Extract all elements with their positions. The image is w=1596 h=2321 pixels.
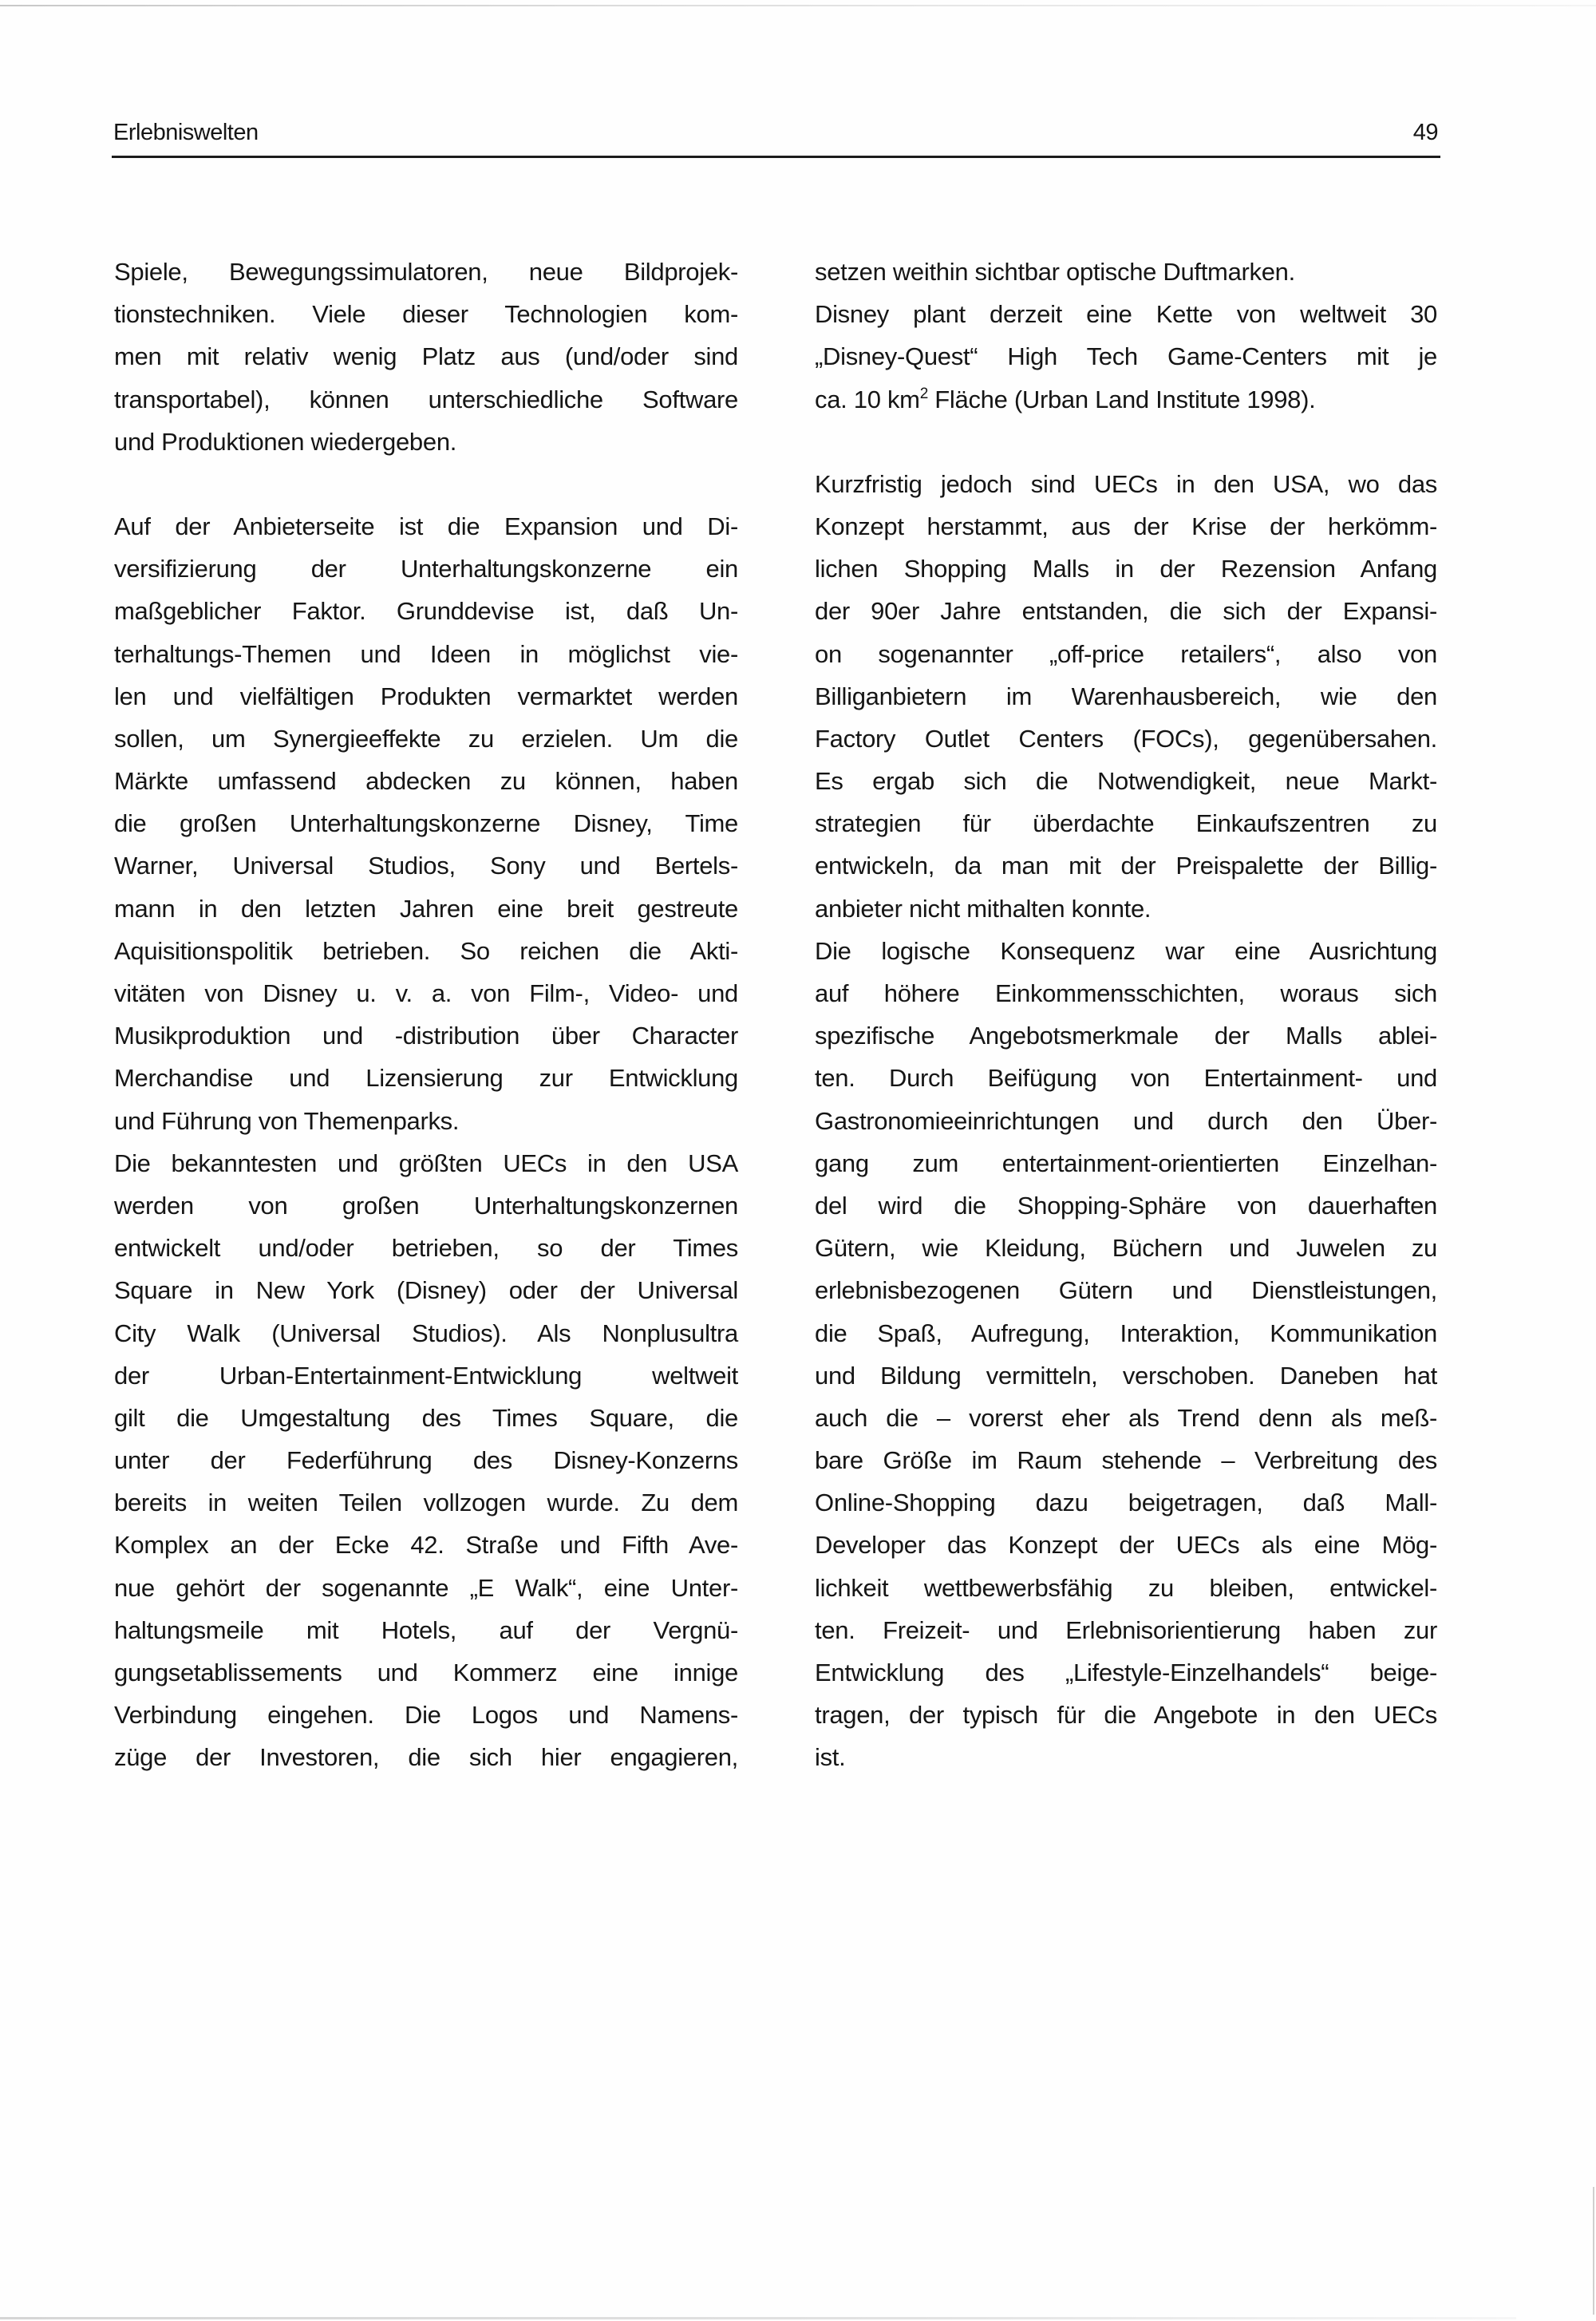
text-line: Disney plant derzeit eine Kette von weltweit 30 [815, 300, 1437, 329]
text-line: Factory Outlet Centers (FOCs), gegenübersahen. [815, 724, 1437, 753]
text-line: vitäten von Disney u. v. a. von Film-, Video- und [114, 979, 738, 1007]
text-line: erlebnisbezogenen Gütern und Dienstleistungen, [815, 1276, 1437, 1305]
text-line: Billiganbietern im Warenhausbereich, wie den [815, 682, 1437, 710]
paragraph [114, 251, 738, 463]
paragraph [815, 930, 1437, 1779]
paragraph [815, 463, 1437, 930]
text-line: Musikproduktion und -distribution über Character [114, 1022, 738, 1050]
text-line: len und vielfältigen Produkten vermarktet werden [114, 682, 738, 710]
text-line: und Führung von Themenparks. [114, 1106, 460, 1135]
text-line: auch die – vorerst eher als Trend denn als meß- [815, 1403, 1437, 1432]
running-title: Erlebniswelten [113, 120, 259, 145]
text-line: gang zum entertainment-orientierten Einzelhan- [815, 1149, 1437, 1177]
text-line: Kurzfristig jedoch sind UECs in den USA, wo das [815, 469, 1437, 498]
text-line: Es ergab sich die Notwendigkeit, neue Markt- [815, 767, 1437, 796]
text-line: werden von großen Unterhaltungskonzernen [114, 1191, 738, 1220]
text-line: ten. Freizeit- und Erlebnisorientierung haben zur [815, 1615, 1437, 1644]
text-line: Verbindung eingehen. Die Logos und Namens- [114, 1701, 738, 1730]
text-line: maßgeblicher Faktor. Grunddevise ist, daß Un- [114, 597, 738, 626]
running-header [113, 120, 1438, 148]
text-line: Gastronomieeinrichtungen und durch den Über- [815, 1106, 1437, 1135]
text-line: lichen Shopping Malls in der Rezension Anfang [815, 555, 1437, 583]
text-line: bereits in weiten Teilen vollzogen wurde. Zu dem [114, 1489, 738, 1517]
paragraph [114, 1142, 738, 1779]
page-number: 49 [1412, 120, 1438, 145]
text-line: Warner, Universal Studios, Sony und Bertels- [114, 852, 738, 880]
text-line: versifizierung der Unterhaltungskonzerne ein [114, 555, 738, 583]
text-line: der 90er Jahre entstanden, die sich der Expansi- [815, 597, 1437, 626]
text-line: Auf der Anbieterseite ist die Expansion und Di- [114, 512, 738, 540]
scan-edge-right [1593, 2187, 1594, 2315]
text-line: unter der Federführung des Disney-Konzerns [114, 1446, 738, 1475]
superscript: 2 [919, 385, 928, 402]
text-line: tionstechniken. Viele dieser Technologien kom- [114, 300, 738, 329]
text-line: transportabel), können unterschiedliche Software [114, 385, 738, 413]
text-line: Die bekanntesten und größten UECs in den USA [114, 1149, 738, 1177]
text-line: Spiele, Bewegungssimulatoren, neue Bildprojek- [114, 258, 738, 286]
text-line: die Spaß, Aufregung, Interaktion, Kommunikation [815, 1319, 1437, 1347]
text-line [815, 378, 1437, 421]
text-line: gungsetablissements und Kommerz eine innige [114, 1659, 738, 1686]
text-line: terhaltungs-Themen und Ideen in möglichst vie- [114, 639, 738, 668]
header-rule [112, 156, 1440, 158]
text-line: und Produktionen wiedergeben. [114, 427, 457, 456]
text-line: Aquisitionspolitik betrieben. So reichen die Akti- [114, 936, 738, 965]
text-line: men mit relativ wenig Platz aus (und/oder sind [114, 342, 738, 371]
paragraph [114, 505, 738, 1142]
text-line: on sogenannter „off-price retailers“, also von [815, 639, 1437, 668]
text-line: nue gehört der sogenannte „E Walk“, eine Unter- [114, 1573, 738, 1602]
paragraph [815, 293, 1437, 421]
text-line: bare Größe im Raum stehende – Verbreitung des [815, 1446, 1437, 1475]
text-line: anbieter nicht mithalten konnte. [815, 894, 1152, 923]
text-line: Märkte umfassend abdecken zu können, haben [114, 767, 738, 796]
text-line: ten. Durch Beifügung von Entertainment- und [815, 1064, 1437, 1093]
scan-edge-top [0, 5, 1596, 6]
text-line: Konzept herstammt, aus der Krise der herkömm- [815, 512, 1437, 540]
text-line: strategien für überdachte Einkaufszentren zu [815, 809, 1437, 838]
text-line: züge der Investoren, die sich hier engagieren, [114, 1743, 738, 1772]
text-line: gilt die Umgestaltung des Times Square, die [114, 1403, 738, 1432]
text-line: ist. [815, 1743, 846, 1772]
text-line: Komplex an der Ecke 42. Straße und Fifth Ave- [114, 1531, 738, 1560]
text-line: Entwicklung des „Lifestyle-Einzelhandels“ beige- [815, 1659, 1437, 1686]
text-line: auf höhere Einkommensschichten, woraus sich [815, 979, 1437, 1007]
text-line: der Urban-Entertainment-Entwicklung weltweit [114, 1361, 738, 1390]
text-line: und Bildung vermitteln, verschoben. Daneben hat [815, 1361, 1437, 1390]
text-line: Gütern, wie Kleidung, Büchern und Juwelen zu [815, 1234, 1437, 1263]
text-segment: Fläche (Urban Land Institute 1998). [927, 385, 1316, 413]
text-line: Online-Shopping dazu beigetragen, daß Mall- [815, 1489, 1437, 1517]
text-line: haltungsmeile mit Hotels, auf der Vergnü- [114, 1615, 738, 1644]
text-line: lichkeit wettbewerbsfähig zu bleiben, entwickel- [815, 1573, 1437, 1602]
text-line: Square in New York (Disney) oder der Universal [114, 1276, 738, 1305]
text-line: del wird die Shopping-Sphäre von dauerhaften [815, 1191, 1437, 1220]
paragraph [815, 251, 1437, 293]
text-line: spezifische Angebotsmerkmale der Malls ablei- [815, 1022, 1437, 1050]
text-line: setzen weithin sichtbar optische Duftmarken. [815, 258, 1295, 286]
text-line: entwickeln, da man mit der Preispalette der Billig- [815, 852, 1437, 880]
scan-edge-bottom [0, 2317, 1516, 2319]
text-line: mann in den letzten Jahren eine breit gestreute [114, 894, 738, 923]
text-segment: ca. 10 km [815, 385, 920, 413]
text-line: „Disney-Quest“ High Tech Game-Centers mit je [815, 342, 1437, 371]
left-column [114, 251, 738, 1779]
right-column [815, 251, 1437, 1779]
text-line: Die logische Konsequenz war eine Ausrichtung [815, 936, 1437, 965]
text-line: Merchandise und Lizensierung zur Entwicklung [114, 1064, 738, 1093]
text-line: entwickelt und/oder betrieben, so der Times [114, 1234, 738, 1263]
text-line: tragen, der typisch für die Angebote in den UECs [815, 1701, 1437, 1730]
text-line: die großen Unterhaltungskonzerne Disney, Time [114, 809, 738, 838]
text-line: sollen, um Synergieeffekte zu erzielen. Um die [114, 724, 738, 753]
text-line: City Walk (Universal Studios). Als Nonplusultra [114, 1319, 738, 1347]
text-line: Developer das Konzept der UECs als eine Mög- [815, 1531, 1437, 1560]
